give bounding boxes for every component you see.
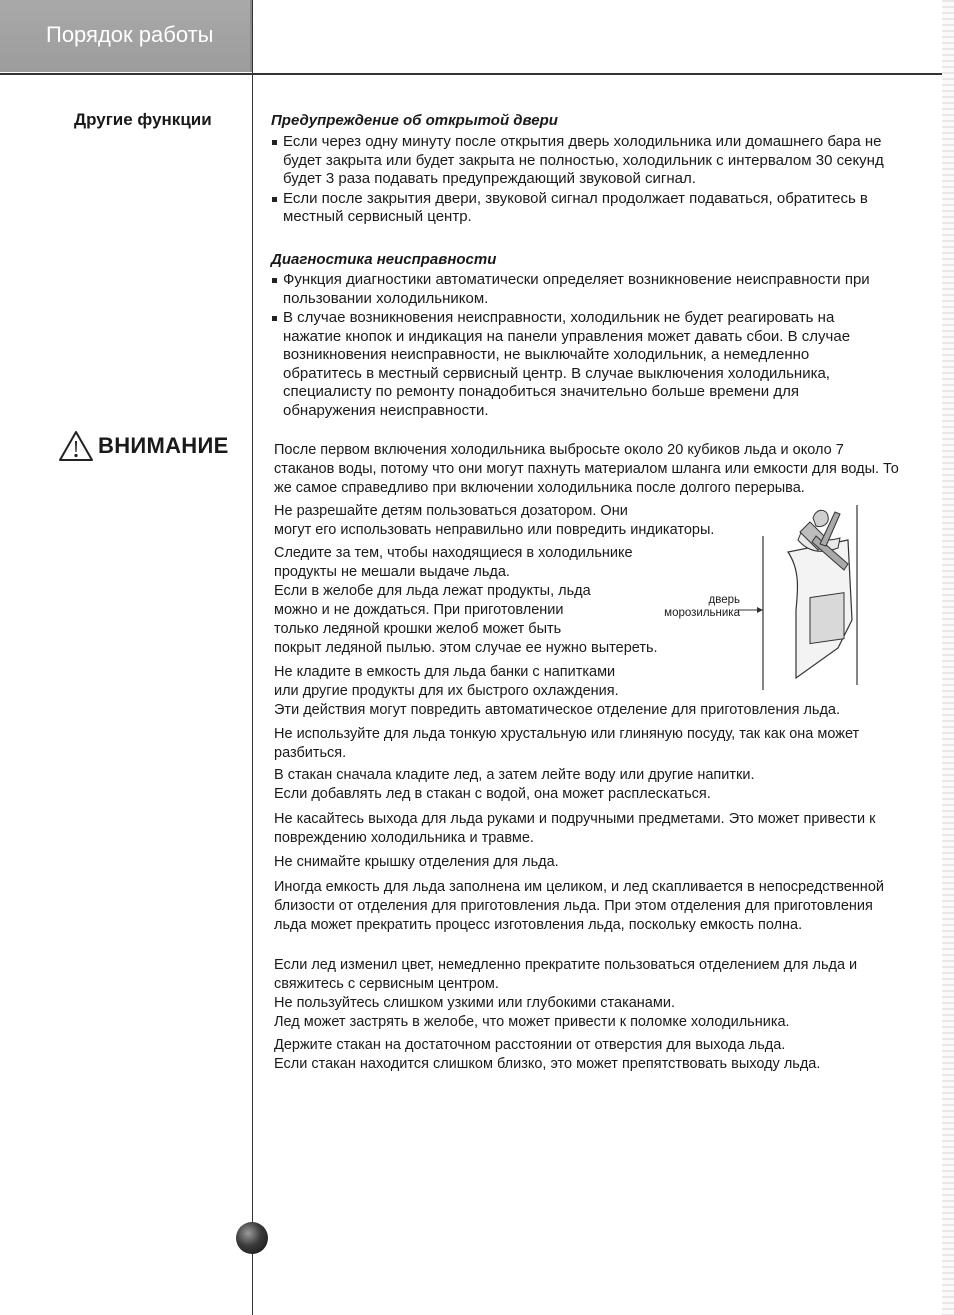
freezer-door-label	[658, 594, 740, 620]
text-line: В стакан сначала кладите лед, а затем лейте воду или другие напитки.	[274, 767, 755, 783]
label-line: дверь	[708, 594, 740, 606]
sidebar-title: Другие функции	[74, 110, 212, 129]
text-line: Не разрешайте детям пользоваться дозатором. Они	[274, 503, 628, 519]
list-item: В случае возникновения неисправности, холодильник не будет реагировать на нажатие кнопок и индикация на панели управления может давать сбои. В случае возникновения неисправности, не выключайте холодильник, а немедленно обратитесь в местный сервисный центр. В случае выключения холодильника, специалисту по ремонту понадобиться значительно больше времени для обнаружения неисправности.	[272, 309, 892, 420]
text-line: Если лед изменил цвет, немедленно прекратите пользоваться отделением для льда и свяжитесь с сервисным центром.	[274, 957, 858, 992]
list-item: Если через одну минуту после открытия дверь холодильника или домашнего бара не будет закрыта или будет закрыта не полностью, холодильник с интервалом 30 секунд будет 3 раза подавать предупреждающий звуковой сигнал.	[272, 133, 892, 189]
text-line: Если стакан находится слишком близко, это может препятствовать выходу льда.	[274, 1056, 821, 1072]
door-warning-heading: Предупреждение об открытой двери	[271, 112, 558, 129]
list-item: Функция диагностики автоматически определяет возникновение неисправности при пользовании холодильником.	[272, 271, 892, 308]
caution-paragraph	[274, 766, 754, 804]
text-line: Если добавлять лед в стакан с водой, она может расплескаться.	[274, 786, 711, 802]
section-title: Порядок работы	[46, 22, 214, 47]
text-line: можно и не дождаться. При приготовлении	[274, 602, 564, 618]
warning-icon	[58, 430, 94, 462]
caution-paragraph: Иногда емкость для льда заполнена им целиком, и лед скапливается в непосредственной близости от отделения для приготовления льда. При этом отделения для приготовления льда может прекратить процесс изготовления льда, поскольку емкость полна.	[274, 879, 884, 933]
text-line: покрыт ледяной пылью. этом случае ее нужно вытереть.	[274, 640, 658, 656]
text-line: или другие продукты для их быстрого охлаждения.	[274, 683, 619, 699]
list-item: Если после закрытия двери, звуковой сигнал продолжает подаваться, обратитесь в местный сервисный центр.	[272, 190, 892, 227]
dispenser-illustration	[650, 500, 860, 700]
header-divider	[0, 73, 954, 75]
caution-paragraph	[274, 956, 904, 1032]
label-line: морозильника	[664, 607, 740, 619]
text-line: Если в желобе для льда лежат продукты, льда	[274, 583, 591, 599]
caution-heading	[58, 430, 229, 462]
page-marker	[236, 1222, 268, 1254]
text-line: Не пользуйтесь слишком узкими или глубокими стаканами.	[274, 995, 675, 1011]
caution-paragraph	[274, 544, 658, 658]
text-line: только ледяной крошки желоб может быть	[274, 621, 562, 637]
caution-paragraph	[274, 1036, 820, 1074]
diagnostics-heading: Диагностика неисправности	[271, 251, 497, 268]
caution-paragraph: После первом включения холодильника выбросьте около 20 кубиков льда и около 7 стаканов воды, потому что они могут пахнуть материалом шланга или емкости для воды. То же самое справедливо при включении холодильника после долгого перерыва.	[274, 442, 899, 496]
text-line: Лед может застрять в желобе, что может привести к поломке холодильника.	[274, 1014, 790, 1030]
caution-paragraph	[274, 502, 714, 540]
caution-paragraph: Не используйте для льда тонкую хрустальную или глиняную посуду, так как она может разбиться.	[274, 726, 860, 761]
text-line: Эти действия могут повредить автоматическое отделение для приготовления льда.	[274, 702, 841, 718]
caution-paragraph: Не касайтесь выхода для льда руками и подручными предметами. Это может привести к повреждению холодильника и травме.	[274, 811, 876, 846]
page-edge	[942, 0, 954, 1315]
diagnostics-list	[272, 271, 892, 421]
caution-label: ВНИМАНИЕ	[98, 433, 229, 458]
section-tab	[0, 0, 252, 72]
door-warning-list	[272, 133, 892, 228]
text-line: продукты не мешали выдаче льда.	[274, 564, 510, 580]
text-line: могут его использовать неправильно или повредить индикаторы.	[274, 522, 715, 538]
text-line: Не кладите в емкость для льда банки с напитками	[274, 664, 616, 680]
caution-paragraph: Не снимайте крышку отделения для льда.	[274, 854, 559, 870]
column-divider	[252, 0, 253, 1315]
text-line: Следите за тем, чтобы находящиеся в холодильнике	[274, 545, 633, 561]
text-line: Держите стакан на достаточном расстоянии от отверстия для выхода льда.	[274, 1037, 786, 1053]
